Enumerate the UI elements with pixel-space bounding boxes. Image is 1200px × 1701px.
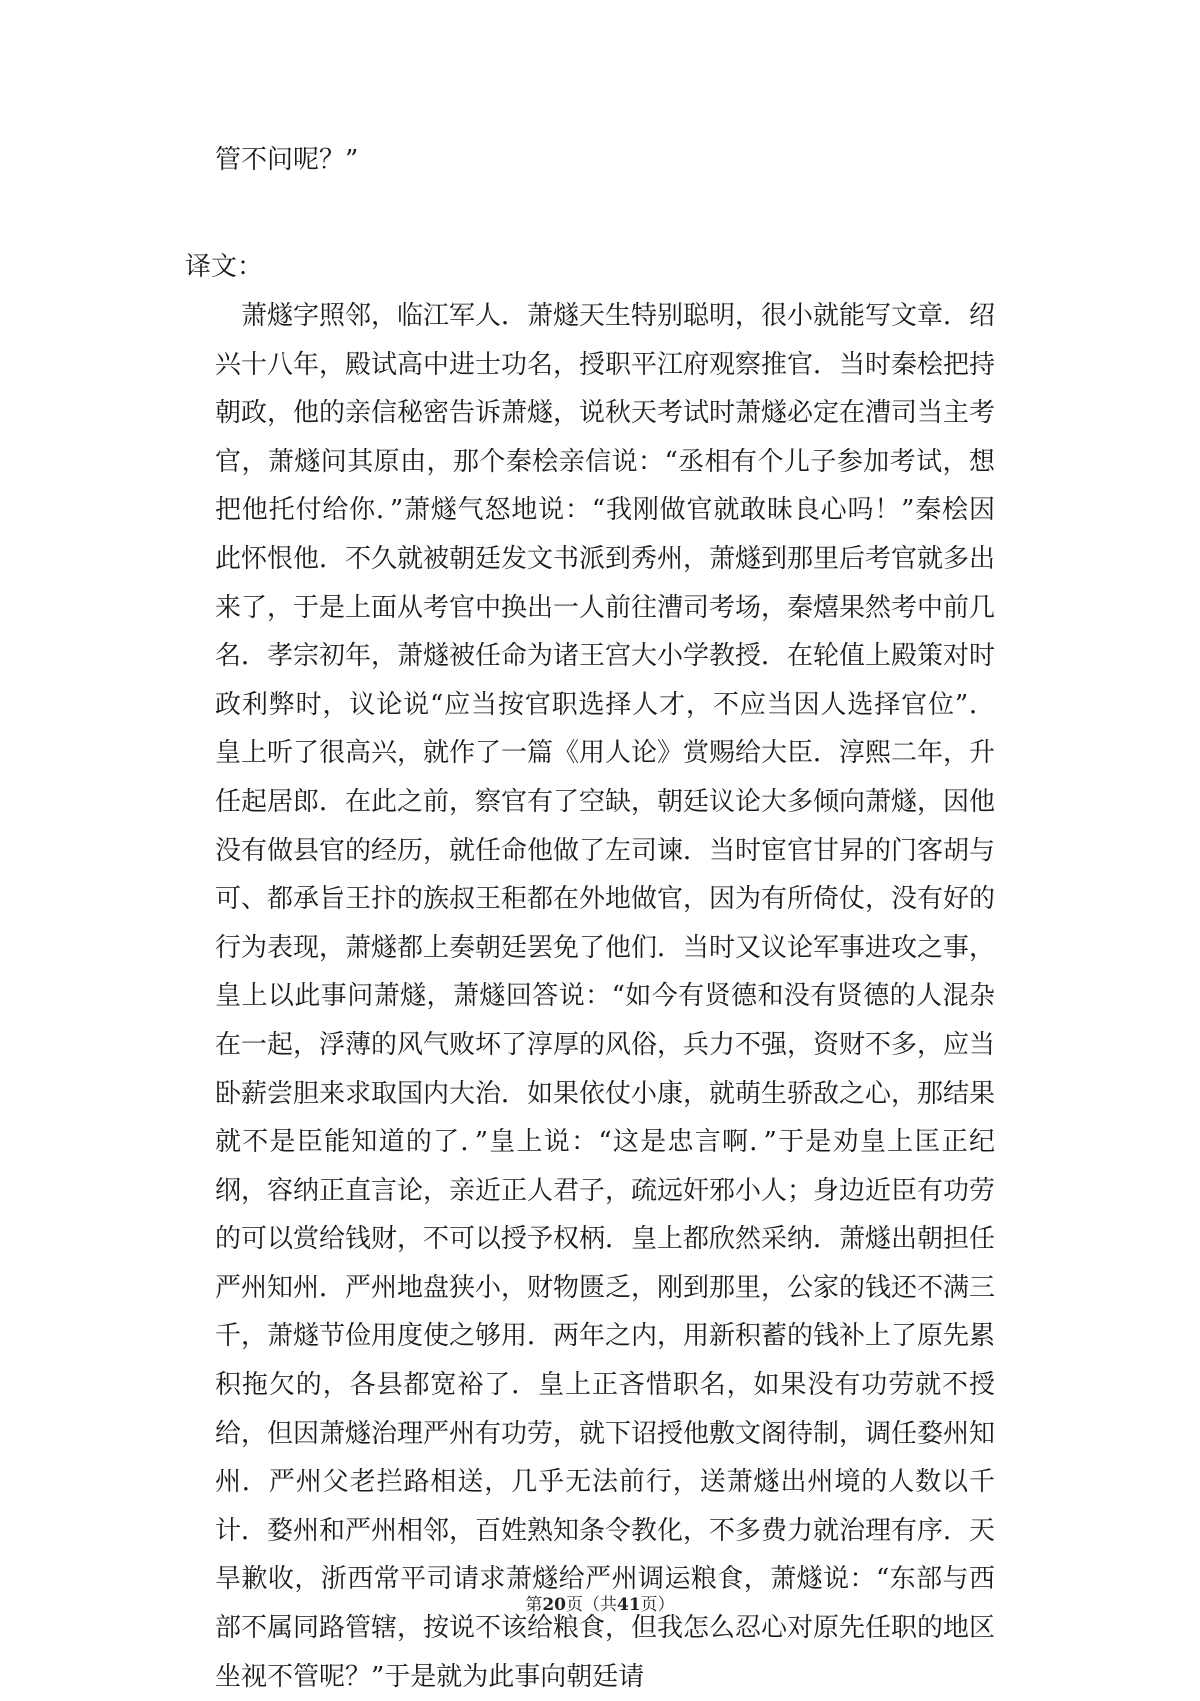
page-footer [0, 1595, 1200, 1615]
translation-paragraph: 萧燧字照邻，临江军人．萧燧天生特别聪明，很小就能写文章．绍兴十八年，殿试高中进士功名，授职平江府观察推官．当时秦桧把持朝政，他的亲信秘密告诉萧燧，说秋天考试时萧燧必定在漕司当主考官，萧燧问其原由，那个秦桧亲信说：“丞相有个儿子参加考试，想把他托付给你．”萧燧气怒地说：“我刚做官就敢昧良心吗！”秦桧因此怀恨他．不久就被朝廷发文书派到秀州，萧燧到那里后考官就多出来了，于是上面从考官中换出一人前往漕司考场，秦熺果然考中前几名．孝宗初年，萧燧被任命为诸王宫大小学教授．在轮值上殿策对时政利弊时，议论说“应当按官职选择人才，不应当因人选择官位”．皇上听了很高兴，就作了一篇《用人论》赏赐给大臣．淳熙二年，升任起居郎．在此之前，察官有了空缺，朝廷议论大多倾向萧燧，因他没有做县官的经历，就任命他做了左司谏．当时宦官甘昇的门客胡与可、都承旨王抃的族叔王秬都在外地做官，因为有所倚仗，没有好的行为表现，萧燧都上奏朝廷罢免了他们．当时又议论军事进攻之事，皇上以此事问萧燧，萧燧回答说：“如今有贤德和没有贤德的人混杂在一起，浮薄的风气败坏了淳厚的风俗，兵力不强，资财不多，应当卧薪尝胆来求取国内大治．如果依仗小康，就萌生骄敌之心，那结果就不是臣能知道的了．”皇上说：“这是忠言啊．”于是劝皇上匡正纪纲，容纳正直言论，亲近正人君子，疏远奸邪小人；身边近臣有功劳的可以赏给钱财，不可以授予权柄．皇上都欣然采纳．萧燧出朝担任严州知州．严州地盘狭小，财物匮乏，刚到那里，公家的钱还不满三千，萧燧节俭用度使之够用．两年之内，用新积蓄的钱补上了原先累积拖欠的，各县都宽裕了．皇上正吝惜职名，如果没有功劳就不授给，但因萧燧治理严州有功劳，就下诏授他敷文阁待制，调任婺州知州．严州父老拦路相送，几乎无法前行，送萧燧出州境的人数以千计．婺州和严州相邻，百姓熟知条令教化，不多费力就治理有序．天旱歉收，浙西常平司请求萧燧给严州调运粮食，萧燧说：“东部与西部不属同路管辖，按说不该给粮食，但我怎么忍心对原先任职的地区坐视不管呢？”于是就为此事向朝廷请 [215, 301, 996, 1692]
footer-total-pages: 41 [617, 1595, 641, 1615]
footer-middle: 页（共 [566, 1595, 617, 1615]
footer-prefix: 第 [525, 1595, 543, 1615]
footer-suffix: 页） [640, 1595, 675, 1615]
continuation-line: 管不问呢？” [215, 145, 359, 175]
footer-current-page: 20 [542, 1595, 566, 1615]
translation-heading: 译文： [185, 252, 264, 282]
